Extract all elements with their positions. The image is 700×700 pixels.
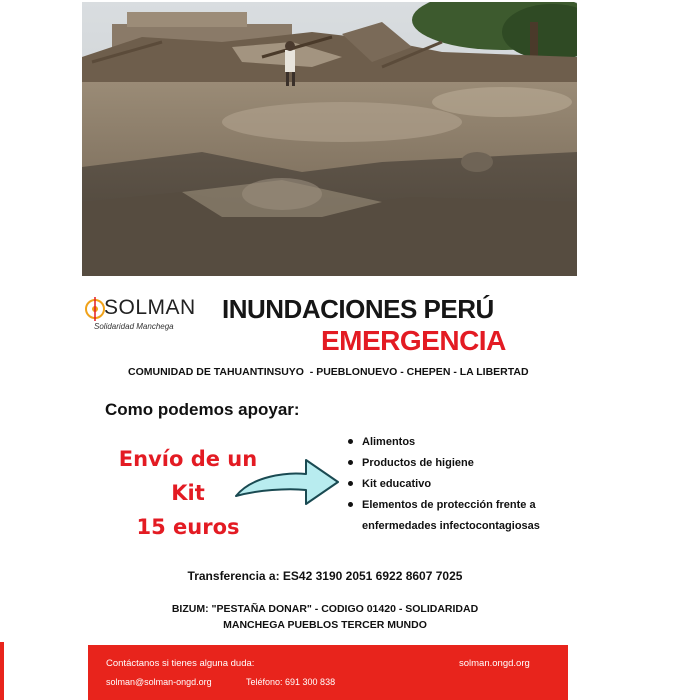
bullet-icon [348, 502, 353, 507]
community-line: COMUNIDAD DE TAHUANTINSUYO - PUEBLONUEVO - CHEPEN - LA LIBERTAD [128, 366, 529, 378]
emergency-title: EMERGENCIA [321, 325, 506, 356]
bizum-line-2: MANCHEGA PUEBLOS TERCER MUNDO [223, 619, 427, 631]
help-heading: Como podemos apoyar: [105, 400, 300, 419]
bullet-icon [348, 460, 353, 465]
list-item: Elementos de protección frente a [346, 495, 606, 516]
left-accent-strip [0, 642, 4, 700]
list-item: Productos de higiene [346, 453, 606, 474]
contact-footer [88, 645, 568, 700]
arrow-right-icon [232, 452, 342, 512]
kit-line-1: Envío de un [118, 447, 258, 471]
list-item: Alimentos [346, 432, 606, 453]
logo-subtitle: Solidaridad Manchega [94, 322, 174, 331]
bizum-info [140, 601, 510, 633]
bizum-line-1: BIZUM: "PESTAÑA DONAR" - CODIGO 01420 - SOLIDARIDAD [171, 603, 479, 615]
bank-transfer: Transferencia a: ES42 3190 2051 6922 8607 7025 [187, 569, 463, 583]
supplies-list [346, 432, 606, 537]
flood-photo [82, 2, 577, 276]
bullet-icon [348, 439, 353, 444]
flood-photo-icon [82, 2, 577, 276]
kit-price: 15 euros [136, 515, 240, 539]
list-item-continuation: enfermedades infectocontagiosas [362, 520, 540, 532]
solman-logo [84, 292, 194, 338]
page-title: INUNDACIONES PERÚ [222, 294, 494, 324]
list-item: Kit educativo [346, 474, 606, 495]
phone-number: Teléfono: 691 300 838 [246, 677, 336, 687]
sun-icon [84, 295, 106, 325]
kit-line-2: Kit [171, 481, 205, 505]
contact-prompt: Contáctanos si tienes alguna duda: [106, 658, 255, 669]
website-link[interactable]: solman.ongd.org [459, 658, 530, 669]
bullet-icon [348, 481, 353, 486]
email-link[interactable]: solman@solman-ongd.org [106, 677, 212, 687]
logo-wordmark: SOLMAN [104, 296, 196, 319]
